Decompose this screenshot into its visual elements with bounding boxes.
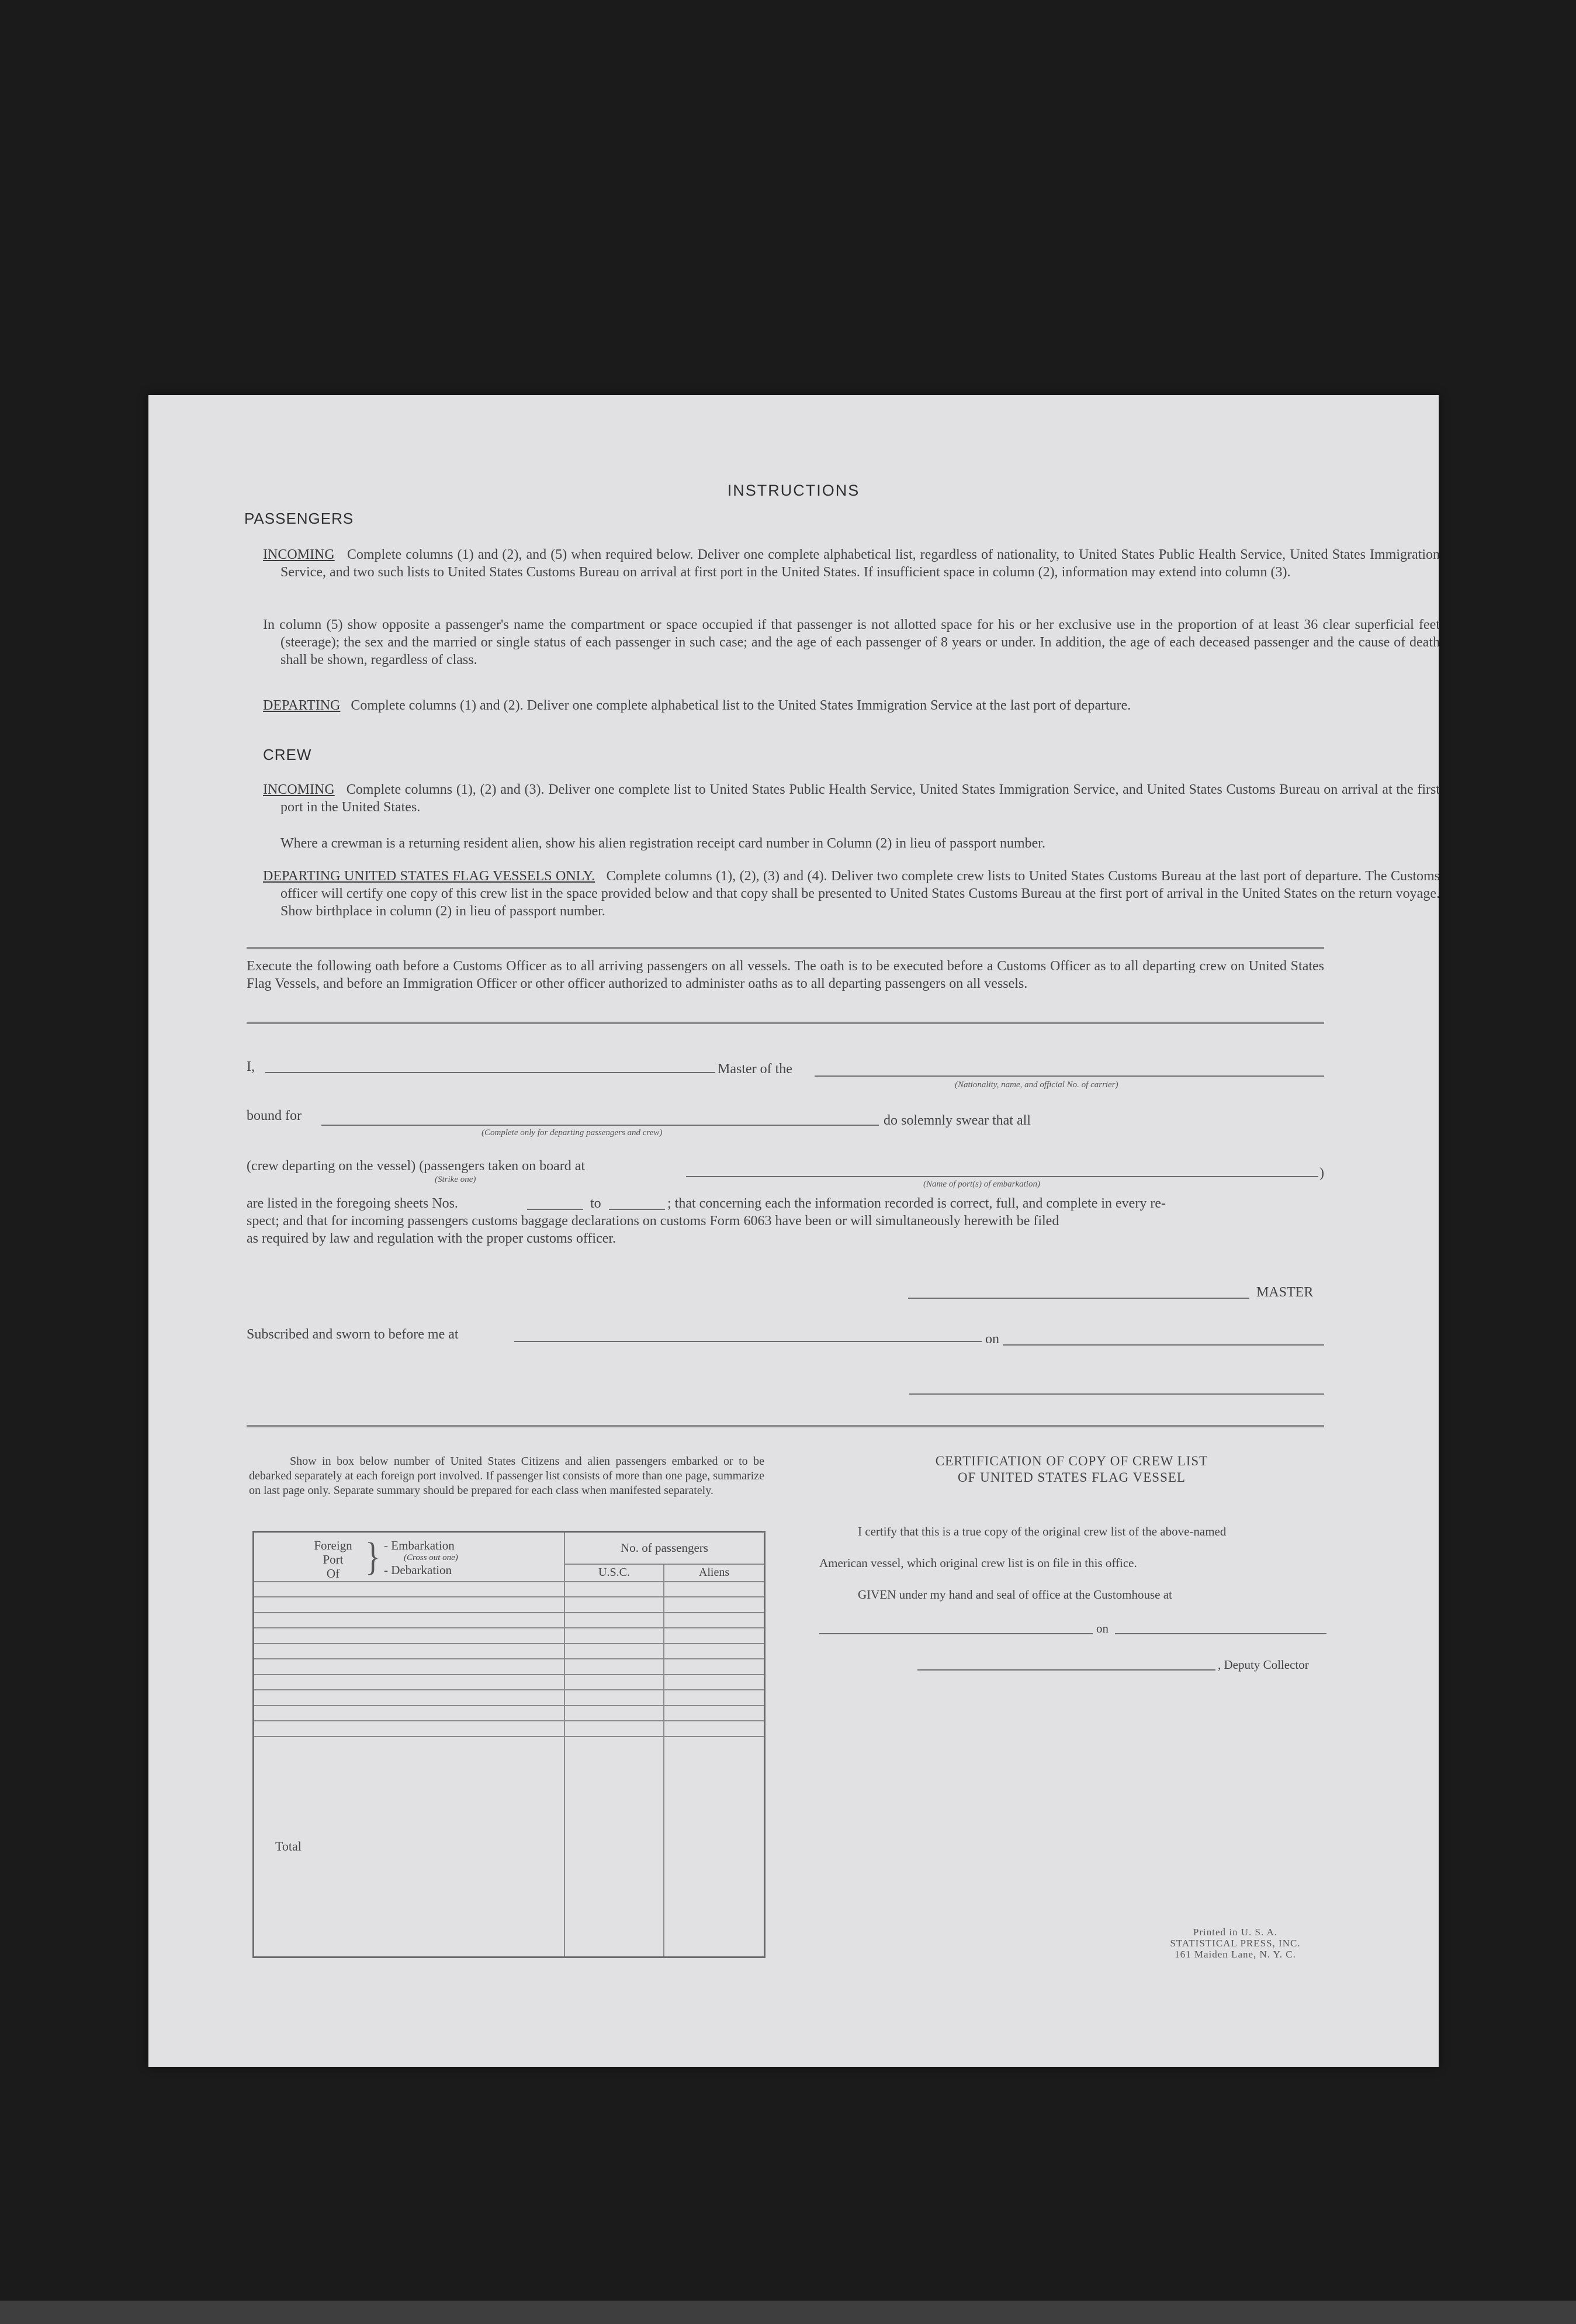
crew-flag-text: Complete columns (1), (2), (3) and (4). Deliver two complete crew lists to United States Customs Bureau at the last port of departure. The Customs officer will certify one copy of this crew list in the space provided below and that copy shall be presented to United States Customs Bureau at the first port of arrival in the United States on the return voyage. Show birthplace in column (2) in lieu of passport number. <box>280 869 1440 919</box>
subscribed-label: Subscribed and sworn to before me at <box>247 1327 459 1342</box>
brace-icon: } <box>365 1534 380 1579</box>
foreign-label: Foreign <box>314 1538 352 1552</box>
printer-line3: 161 Maiden Lane, N. Y. C. <box>1175 1949 1296 1960</box>
aliens-cell[interactable] <box>664 1675 765 1690</box>
port-caption: (Name of port(s) of embarkation) <box>923 1180 1040 1189</box>
cross-out-label: (Cross out one) <box>404 1553 458 1562</box>
port-cell[interactable] <box>254 1659 565 1675</box>
certify-line1: I certify that this is a true copy of the original crew list of the above-named <box>858 1524 1227 1538</box>
sworn-date-field[interactable] <box>1003 1344 1324 1346</box>
deputy-signature-field[interactable] <box>917 1669 1215 1671</box>
printer-imprint <box>1130 1927 1341 1960</box>
passengers-departing-lead: DEPARTING <box>263 698 341 713</box>
aliens-cell[interactable] <box>664 1628 765 1644</box>
passengers-incoming-lead: INCOMING <box>263 547 335 562</box>
aliens-cell[interactable] <box>664 1597 765 1613</box>
master-name-field[interactable] <box>265 1072 715 1073</box>
aliens-cell[interactable] <box>664 1706 765 1721</box>
usc-cell[interactable] <box>564 1582 664 1597</box>
crew-incoming-text: Complete columns (1), (2) and (3). Deliver one complete list to United States Public Health Service, United States Immigration Service, and United States Customs Bureau on arrival at the first port in the United States. <box>280 782 1440 815</box>
aliens-cell[interactable] <box>664 1721 765 1737</box>
no-passengers-header: No. of passengers <box>564 1532 765 1564</box>
table-row <box>254 1659 765 1675</box>
certification-on-label: on <box>1096 1621 1109 1635</box>
usc-cell[interactable] <box>564 1690 664 1706</box>
master-signature-field[interactable] <box>908 1298 1249 1299</box>
total-label: Total <box>254 1737 565 1958</box>
scanner-bottom-band <box>0 2301 1576 2324</box>
port-cell[interactable] <box>254 1690 565 1706</box>
aliens-cell[interactable] <box>664 1690 765 1706</box>
foreign-port-labels <box>307 1538 359 1581</box>
aliens-total-cell[interactable] <box>664 1737 765 1958</box>
certify-line2: American vessel, which original crew list is on file in this office. <box>819 1556 1137 1570</box>
table-row <box>254 1721 765 1737</box>
section-rule <box>247 1022 1324 1024</box>
passengers-departing-text: Complete columns (1) and (2). Deliver one complete alphabetical list to the United States Immigration Service at the last port of departure. <box>351 698 1131 713</box>
table-row <box>254 1628 765 1644</box>
port-cell[interactable] <box>254 1597 565 1613</box>
usc-cell[interactable] <box>564 1675 664 1690</box>
master-signature-label: MASTER <box>1256 1285 1314 1300</box>
deputy-collector-label: , Deputy Collector <box>1218 1658 1309 1672</box>
crew-resident-paragraph <box>280 835 1422 852</box>
usc-cell[interactable] <box>564 1613 664 1628</box>
bound-for-field[interactable] <box>321 1125 879 1126</box>
bound-for-caption: (Complete only for departing passengers and crew) <box>482 1128 663 1137</box>
passengers-column5-text: In column (5) show opposite a passenger's name the compartment or space occupied if that passenger is not allotted space for his or her exclusive use in the proportion of at least 36 clear superficial feet (steerage); the sex and the married or single status of each passenger in such case; and the age of each passenger of 8 years or under. In addition, the age of each deceased passenger and the cause of death shall be shown, regardless of class. <box>263 617 1440 668</box>
certification-title <box>809 1453 1335 1486</box>
crew-flag-lead: DEPARTING UNITED STATES FLAG VESSELS ONLY. <box>263 869 595 884</box>
crew-incoming-paragraph <box>263 781 1440 816</box>
sheets-line1b: ; that concerning each the information recorded is correct, full, and complete in every re- <box>667 1196 1166 1211</box>
strike-one-caption: (Strike one) <box>435 1175 476 1184</box>
table-row <box>254 1613 765 1628</box>
table-row <box>254 1690 765 1706</box>
usc-cell[interactable] <box>564 1597 664 1613</box>
aliens-header: Aliens <box>664 1564 765 1582</box>
sheet-from-field[interactable] <box>527 1209 583 1210</box>
customhouse-field[interactable] <box>819 1633 1093 1634</box>
foreign-port-header <box>254 1532 565 1582</box>
certification-title-line2: OF UNITED STATES FLAG VESSEL <box>958 1470 1186 1485</box>
bound-for-label: bound for <box>247 1108 302 1123</box>
passenger-summary-table <box>252 1531 766 1958</box>
port-cell[interactable] <box>254 1628 565 1644</box>
embarkation-label: - Embarkation <box>384 1538 455 1552</box>
port-cell[interactable] <box>254 1644 565 1659</box>
carrier-field[interactable] <box>815 1075 1324 1077</box>
of-label: Of <box>326 1566 340 1581</box>
port-cell[interactable] <box>254 1675 565 1690</box>
sheet-to-field[interactable] <box>609 1209 665 1210</box>
printer-line2: STATISTICAL PRESS, INC. <box>1170 1938 1301 1949</box>
certification-title-line1: CERTIFICATION OF COPY OF CREW LIST <box>935 1454 1208 1468</box>
carrier-caption: (Nationality, name, and official No. of carrier) <box>955 1080 1118 1090</box>
sheets-to-label: to <box>590 1196 601 1211</box>
page-title: INSTRUCTIONS <box>727 482 860 499</box>
embarkation-port-field[interactable] <box>686 1176 1318 1177</box>
usc-cell[interactable] <box>564 1644 664 1659</box>
total-row <box>254 1737 765 1958</box>
crew-flag-paragraph <box>263 867 1440 920</box>
table-row <box>254 1582 765 1597</box>
passengers-departing-paragraph <box>263 697 1440 714</box>
port-cell[interactable] <box>254 1706 565 1721</box>
passengers-heading: PASSENGERS <box>244 510 354 527</box>
sworn-on-label: on <box>985 1332 999 1347</box>
sheets-line2: spect; and that for incoming passengers customs baggage declarations on customs Form 6063 have been or will simultaneously herewith be filed <box>247 1213 1059 1229</box>
aliens-cell[interactable] <box>664 1659 765 1675</box>
crew-heading: CREW <box>263 746 312 763</box>
sworn-at-field[interactable] <box>514 1341 982 1342</box>
section-rule <box>247 1425 1324 1427</box>
sheets-line3: as required by law and regulation with the proper customs officer. <box>247 1231 616 1246</box>
given-line: GIVEN under my hand and seal of office at the Customhouse at <box>858 1588 1172 1602</box>
usc-total-cell[interactable] <box>564 1737 664 1958</box>
passengers-incoming-text: Complete columns (1) and (2), and (5) when required below. Deliver one complete alphabetical list, regardless of nationality, to United States Public Health Service, United States Immigration Service, and two such lists to United States Customs Bureau on arrival at first port in the United States. If insufficient space in column (2), information may extend into column (3). <box>280 547 1440 580</box>
usc-cell[interactable] <box>564 1721 664 1737</box>
passengers-column5-paragraph <box>263 616 1440 669</box>
master-of-label: Master of the <box>718 1061 792 1077</box>
table-row <box>254 1644 765 1659</box>
printer-line1: Printed in U. S. A. <box>1193 1927 1278 1938</box>
usc-cell[interactable] <box>564 1659 664 1675</box>
form-page <box>148 395 1439 2067</box>
table-row <box>254 1706 765 1721</box>
oath-i-label: I, <box>247 1059 255 1074</box>
crew-departing-label: (crew departing on the vessel) (passengers taken on board at <box>247 1158 586 1174</box>
usc-cell[interactable] <box>564 1628 664 1644</box>
port-cell[interactable] <box>254 1582 565 1597</box>
close-paren: ) <box>1319 1166 1324 1181</box>
debarkation-label: - Debarkation <box>384 1563 452 1577</box>
crew-incoming-lead: INCOMING <box>263 782 335 797</box>
officer-signature-field[interactable] <box>909 1393 1324 1395</box>
crew-resident-text: Where a crewman is a returning resident alien, show his alien registration receipt card number in Column (2) in lieu of passport number. <box>280 836 1045 851</box>
table-row <box>254 1597 765 1613</box>
section-rule <box>247 947 1324 949</box>
sheets-line1-label: are listed in the foregoing sheets Nos. <box>247 1196 458 1211</box>
port-cell[interactable] <box>254 1721 565 1737</box>
port-cell[interactable] <box>254 1613 565 1628</box>
aliens-cell[interactable] <box>664 1613 765 1628</box>
embarkation-labels <box>384 1538 458 1577</box>
aliens-cell[interactable] <box>664 1582 765 1597</box>
certification-date-field[interactable] <box>1115 1633 1326 1634</box>
table-row <box>254 1675 765 1690</box>
usc-header: U.S.C. <box>564 1564 664 1582</box>
port-label: Port <box>323 1552 344 1566</box>
aliens-cell[interactable] <box>664 1644 765 1659</box>
passengers-incoming-paragraph <box>263 546 1440 581</box>
summary-instructions: Show in box below number of United States Citizens and alien passengers embarked or to be debarked separately at each foreign port involved. If passenger list consists of more than one page, summarize on last page only. Separate summary should be prepared for each class when manifested separately. <box>249 1455 764 1497</box>
swear-label: do solemnly swear that all <box>884 1113 1031 1128</box>
usc-cell[interactable] <box>564 1706 664 1721</box>
oath-intro: Execute the following oath before a Customs Officer as to all arriving passengers on all vessels. The oath is to be executed before a Customs Officer as to all departing crew on United States Flag Vessels, and before an Immigration Officer or other officer authorized to administer oaths as to all departing passengers on all vessels. <box>247 959 1324 991</box>
